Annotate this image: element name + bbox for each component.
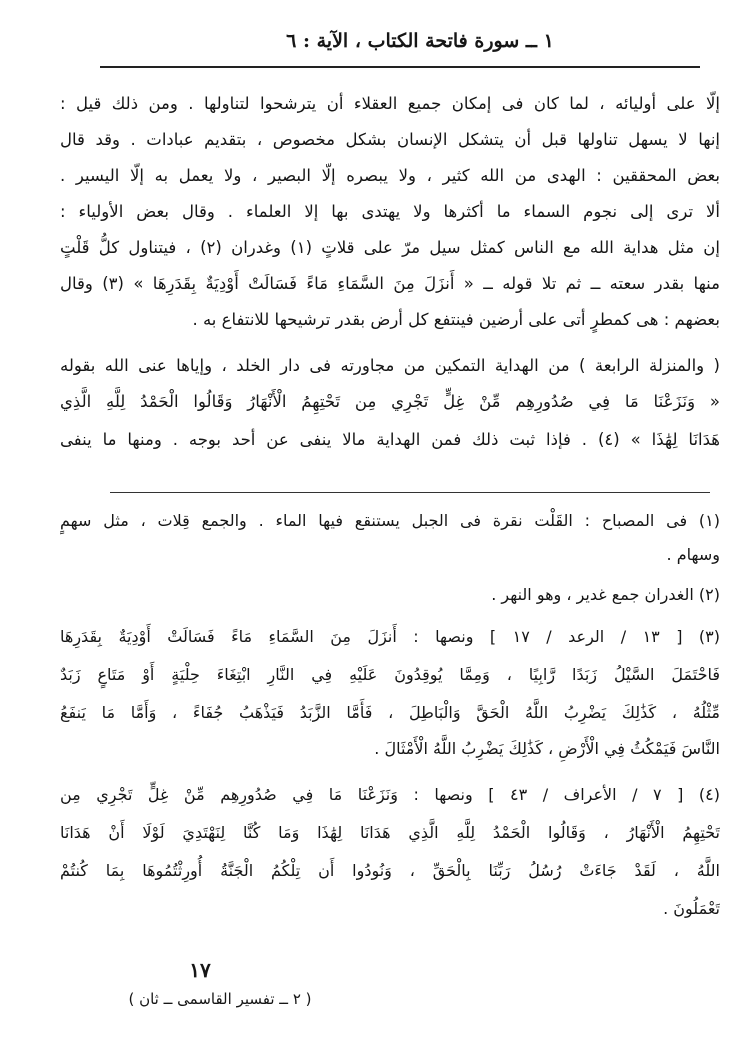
footnote-line: (١) فى المصباح : القَلْت نقرة فى الجبل يستنقع فيها الماء . والجمع قِلات ، مثل سهمٍ	[60, 511, 720, 530]
text-line: إن مثل هداية الله مع الناس كمثل سيل مرّ على قلاتٍ (١) وغدران (٢) ، فيتناول كلُّ قَلْتٍ	[60, 238, 720, 257]
text-line: هَدَانَا لِهَٰذَا » (٤) . فإذا ثبت ذلك فمن الهداية مالا ينفى عن أحد بوجه . ومنها ما ينفى	[60, 430, 720, 449]
text-line: بعضهم : هى كمطرٍ أتى على أرضين فينتفع كل أرض بقدر ترشيحها للانتفاع به .	[192, 310, 720, 329]
footnote-line: (٣) [ ١٣ / الرعد / ١٧ ] ونصها : أَنزَلَ مِنَ السَّمَاءِ مَاءً فَسَالَتْ أَوْدِيَةٌ بِقَدَرِهَا	[60, 627, 720, 646]
footnote-line: فَاحْتَمَلَ السَّيْلُ زَبَدًا رَّابِيًا ، وَمِمَّا يُوقِدُونَ عَلَيْهِ فِي النَّارِ ابْتِغَاءَ حِلْيَةٍ أَوْ مَتَاعٍ زَبَدٌ	[60, 665, 720, 684]
signature-mark: ( ٢ ــ تفسير القاسمى ــ ثان )	[128, 990, 312, 1008]
text-line: « وَنَزَعْنَا مَا فِي صُدُورِهِم مِّنْ غِلٍّ تَجْرِي مِن تَحْتِهِمُ الْأَنْهَارُ وَقَالُوا الْحَمْدُ لِلَّهِ الَّذِي	[60, 392, 720, 411]
text-line: منها بقدر سعته ــ ثم تلا قوله ــ « أَنزَلَ مِنَ السَّمَاءِ مَاءً فَسَالَتْ أَوْدِيَةٌ بِقَدَرِهَا » (٣) وقال	[60, 274, 720, 293]
footnote-line: تَعْمَلُونَ .	[663, 899, 720, 918]
page-number: ١٧	[189, 958, 211, 982]
footnote-line: مِّثْلُهُ ، كَذَٰلِكَ يَضْرِبُ اللَّهُ الْحَقَّ وَالْبَاطِلَ ، فَأَمَّا الزَّبَدُ فَيَذْهَبُ جُفَاءً ، وَأَمَّا مَا يَنفَعُ	[60, 703, 720, 722]
text-line: إلّا على أوليائه ، لما كان فى إمكان جميع العقلاء أن يترشحوا لتناولها . ومن ذلك قيل :	[60, 94, 720, 113]
text-line: ( والمنزلة الرابعة ) من الهداية التمكين من مجاورته فى دار الخلد ، وإياها عنى الله بقوله	[60, 356, 720, 375]
footnote-divider	[110, 492, 710, 493]
text-line: بعض المحققين : الهدى من الله كثير ، ولا يبصره إلّا البصير ، ولا يعمل به إلّا اليسير .	[60, 166, 720, 185]
footnotes	[60, 502, 720, 942]
running-header: ١ ــ سورة فاتحة الكتاب ، الآية : ٦	[286, 30, 554, 52]
text-line: إنها لا يسهل تناولها قبل أن يتشكل الإنسان بشكل مخصوص ، بتقديم عبادات . وقد قال	[60, 130, 720, 149]
main-text	[60, 84, 720, 464]
footnote-line: اللَّهُ ، لَقَدْ جَاءَتْ رُسُلُ رَبِّنَا بِالْحَقِّ ، وَنُودُوا أَن تِلْكُمُ الْجَنَّةُ أُورِثْتُمُوهَا بِمَا كُنتُمْ	[60, 861, 720, 880]
header-divider	[100, 66, 700, 68]
footnote-line: وسهام .	[666, 545, 720, 564]
footnote-line: النَّاسَ فَيَمْكُثُ فِي الْأَرْضِ ، كَذَٰلِكَ يَضْرِبُ اللَّهُ الْأَمْثَالَ .	[374, 739, 720, 758]
footnote-line: (٢) الغدران جمع غدير ، وهو النهر .	[491, 585, 720, 604]
footnote-line: تَحْتِهِمُ الْأَنْهَارُ ، وَقَالُوا الْحَمْدُ لِلَّهِ الَّذِي هَدَانَا لِهَٰذَا وَمَا كُنَّا لِنَهْتَدِيَ لَوْلَا أَنْ هَدَانَا	[60, 823, 720, 842]
footnote-line: (٤) [ ٧ / الأعراف / ٤٣ ] ونصها : وَنَزَعْنَا مَا فِي صُدُورِهِم مِّنْ غِلٍّ تَجْرِي مِن	[60, 785, 720, 804]
text-line: ألا ترى إلى نجوم السماء ما أكثرها ولا يهتدى بها إلا العلماء . وقال بعض الأولياء :	[60, 202, 720, 221]
